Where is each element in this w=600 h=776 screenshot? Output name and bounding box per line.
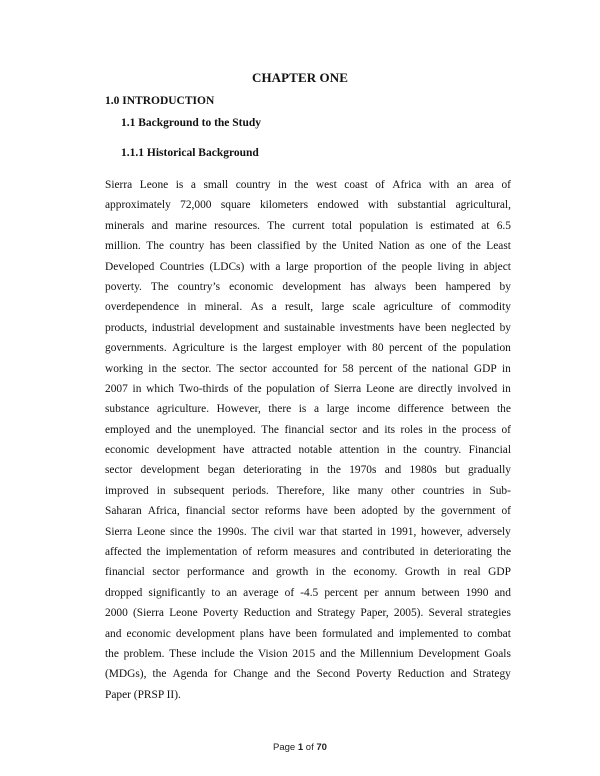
paragraph-line: 2000 (Sierra Leone Poverty Reduction and Strategy Paper, 2005). Several strategies	[105, 607, 511, 620]
body-paragraph	[105, 175, 511, 705]
paragraph-line: poverty. The country’s economic development has always been hampered by	[105, 280, 511, 293]
paragraph-line: sector development began deteriorating in the 1970s and 1980s but gradually	[105, 464, 511, 477]
of-word: of	[305, 742, 314, 753]
page-word: Page	[273, 742, 296, 753]
paragraph-line: and economic development plans have been formulated and implemented to combat	[105, 627, 511, 640]
paragraph-line: products, industrial development and sustainable investments have been neglected by	[105, 321, 511, 334]
paragraph-line: Developed Countries (LDCs) with a large proportion of the people living in abject	[105, 260, 511, 273]
paragraph-line: employed and the unemployed. The financial sector and its roles in the process of	[105, 423, 511, 436]
paragraph-line: overdependence in mineral. As a result, large scale agriculture of commodity	[105, 301, 511, 314]
section-heading: 1.0 INTRODUCTION	[105, 95, 215, 107]
paragraph-line: improved in subsequent periods. Therefore, like many other countries in Sub-	[105, 484, 511, 497]
total-pages-number: 70	[316, 742, 327, 753]
paragraph-line: 2007 in which Two-thirds of the population of Sierra Leone are directly involved in	[105, 382, 511, 395]
subsection-heading: 1.1 Background to the Study	[121, 117, 262, 129]
page-footer	[0, 742, 600, 753]
paragraph-line: minerals and marine resources. The current total population is estimated at 6.5	[105, 219, 511, 232]
paragraph-line: the problem. These include the Vision 2015 and the Millennium Development Goals	[105, 647, 511, 660]
paragraph-line: substance agriculture. However, there is a large income difference between the	[105, 403, 511, 416]
subsubsection-heading: 1.1.1 Historical Background	[121, 147, 259, 159]
paragraph-line: working in the sector. The sector accounted for 58 percent of the national GDP in	[105, 362, 511, 375]
paragraph-line: Sierra Leone since the 1990s. The civil war that started in 1991, however, adversely	[105, 525, 511, 538]
chapter-title: CHAPTER ONE	[251, 70, 349, 85]
paragraph-line: Paper (PRSP II).	[105, 688, 181, 701]
paragraph-line: dropped significantly to an average of -4.5 percent per annum between 1990 and	[105, 586, 511, 599]
paragraph-line: million. The country has been classified by the United Nation as one of the Least	[105, 240, 511, 253]
paragraph-line: economic development have attracted notable attention in the country. Financial	[105, 444, 511, 457]
paragraph-line: approximately 72,000 square kilometers endowed with substantial agricultural,	[105, 199, 511, 212]
paragraph-line: governments. Agriculture is the largest employer with 80 percent of the population	[105, 342, 511, 355]
current-page-number: 1	[297, 742, 304, 753]
paragraph-line: affected the implementation of reform measures and contributed in deteriorating the	[105, 546, 511, 559]
paragraph-line: financial sector performance and growth in the economy. Growth in real GDP	[105, 566, 511, 579]
paragraph-line: (MDGs), the Agenda for Change and the Second Poverty Reduction and Strategy	[105, 668, 511, 681]
paragraph-line: Saharan Africa, financial sector reforms have been adopted by the government of	[105, 505, 511, 518]
paragraph-line: Sierra Leone is a small country in the west coast of Africa with an area of	[105, 179, 511, 191]
